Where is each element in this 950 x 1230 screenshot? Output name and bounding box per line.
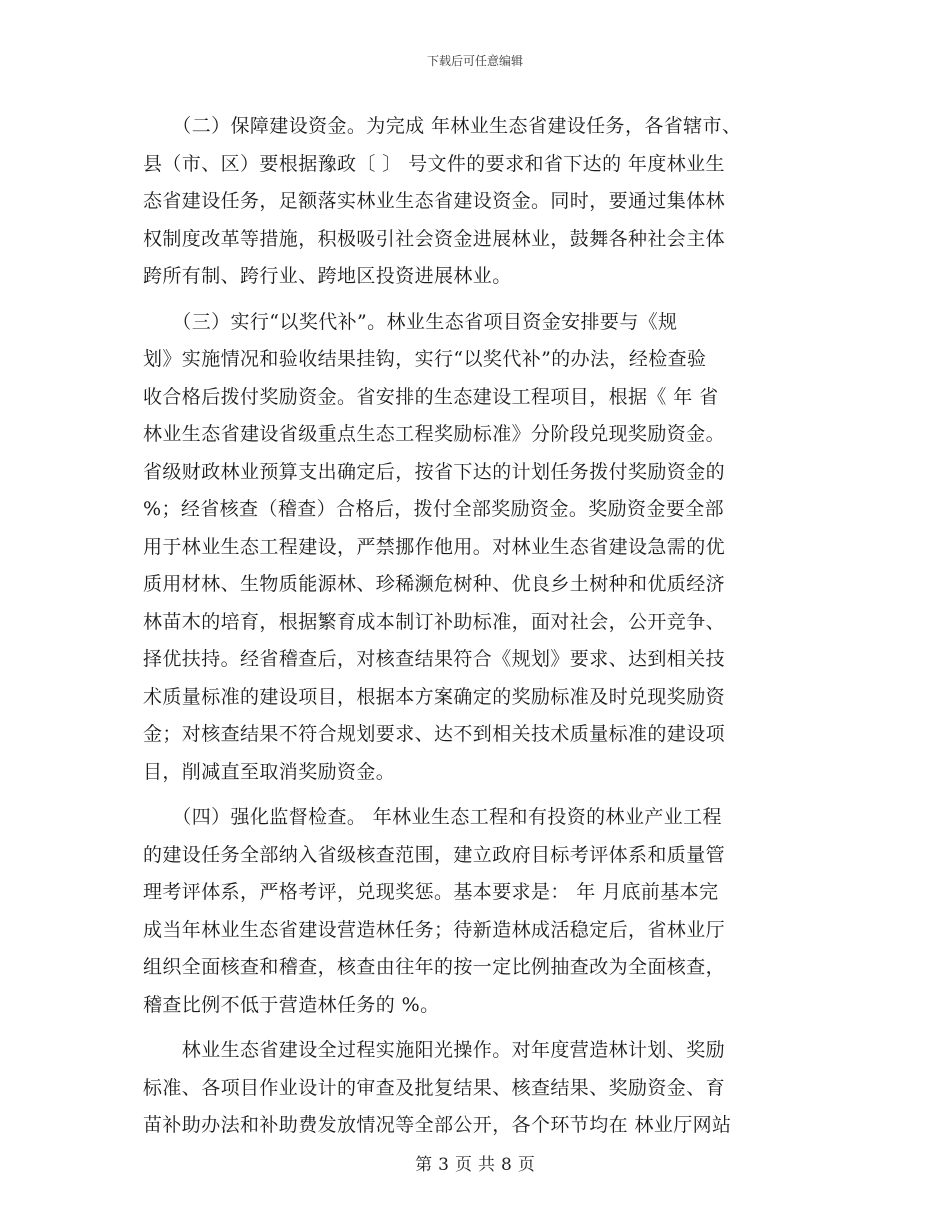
footer-prefix: 第 — [415, 1155, 433, 1175]
header-note: 下载后可任意编辑 — [426, 54, 523, 68]
text-line: 林业生态省建设全过程实施阳光操作。对年度营造林计划、奖励 — [143, 1039, 726, 1061]
text-line: 术质量标准的建设项目，根据本方案确定的奖励标准及时兑现奖励资 — [143, 685, 726, 708]
text-line: 目，削减直至取消奖励资金。 — [143, 760, 396, 783]
text-line: %；经省核查（稽查）合格后，拨付全部奖励资金。奖励资金要全部 — [143, 498, 725, 520]
footer-suffix: 页 — [517, 1155, 535, 1175]
text-line: 稽查比例不低于营造林任务的 %。 — [143, 993, 440, 1016]
current-page-number: 3 — [438, 1155, 449, 1175]
text-line: 收合格后拨付奖励资金。省安排的生态建设工程项目，根据《 年 省 — [143, 385, 719, 408]
text-line: 金；对核查结果不符合规划要求、达不到相关技术质量标准的建设项 — [143, 723, 726, 745]
text-line: 划》实施情况和验收结果挂钩，实行“以奖代补”的办法，经检查验 — [143, 348, 707, 370]
text-line: （二）保障建设资金。为完成 年林业生态省建设任务，各省辖市、 — [143, 115, 742, 137]
footer-total-word: 共 — [478, 1155, 495, 1175]
text-line: 县（市、区）要根据豫政〔 〕 号文件的要求和省下达的 年度林业生 — [143, 152, 725, 175]
document-body — [143, 108, 811, 1153]
paragraph-supervision — [143, 799, 811, 1024]
total-pages-number: 8 — [501, 1155, 512, 1175]
text-line: 的建设任务全部纳入省级核查范围，建立政府目标考评体系和质量管 — [143, 843, 726, 866]
text-line: 省级财政林业预算支出确定后，按省下达的计划任务拨付奖励资金的 — [143, 460, 726, 483]
text-line: 态省建设任务，足额落实林业生态省建设资金。同时，要通过集体林 — [143, 190, 726, 212]
text-line: 组织全面核查和稽查，核查由往年的按一定比例抽查改为全面核查， — [143, 956, 726, 978]
paragraph-funding — [143, 108, 811, 296]
text-line: 跨所有制、跨行业、跨地区投资进展林业。 — [143, 265, 512, 287]
text-line: 权制度改革等措施，积极吸引社会资金进展林业，鼓舞各种社会主体 — [143, 227, 726, 250]
footer-page-word: 页 — [455, 1155, 472, 1175]
text-line: 林业生态省建设省级重点生态工程奖励标准》分阶段兑现奖励资金。 — [143, 423, 726, 445]
text-line: 质用材林、生物质能源林、珍稀濒危树种、优良乡土树种和优质经济 — [143, 573, 726, 595]
page-footer — [0, 1150, 950, 1175]
text-line: 理考评体系，严格考评，兑现奖惩。基本要求是： 年 月底前基本完 — [143, 881, 719, 903]
text-line: 苗补助办法和补助费发放情况等全部公开，各个环节均在 林业厅网站 — [143, 1114, 732, 1136]
paragraph-transparency — [143, 1032, 811, 1145]
text-line: 标准、各项目作业设计的审查及批复结果、核查结果、奖励资金、育 — [143, 1076, 726, 1099]
text-line: 成当年林业生态省建设营造林任务；待新造林成活稳定后，省林业厅 — [143, 918, 726, 941]
text-line: （三）实行“以奖代补”。林业生态省项目资金安排要与《规 — [143, 310, 678, 333]
paragraph-reward-subsidy — [143, 304, 811, 792]
text-line: 林苗木的培育，根据繁育成本制订补助标准，面对社会，公开竞争、 — [143, 610, 726, 633]
text-line: 择优扶持。经省稽查后，对核查结果符合《规划》要求、达到相关技 — [143, 648, 726, 670]
text-line: 用于林业生态工程建设，严禁挪作他用。对林业生态省建设急需的优 — [143, 535, 726, 558]
text-line: （四）强化监督检查。 年林业生态工程和有投资的林业产业工程 — [143, 806, 722, 828]
